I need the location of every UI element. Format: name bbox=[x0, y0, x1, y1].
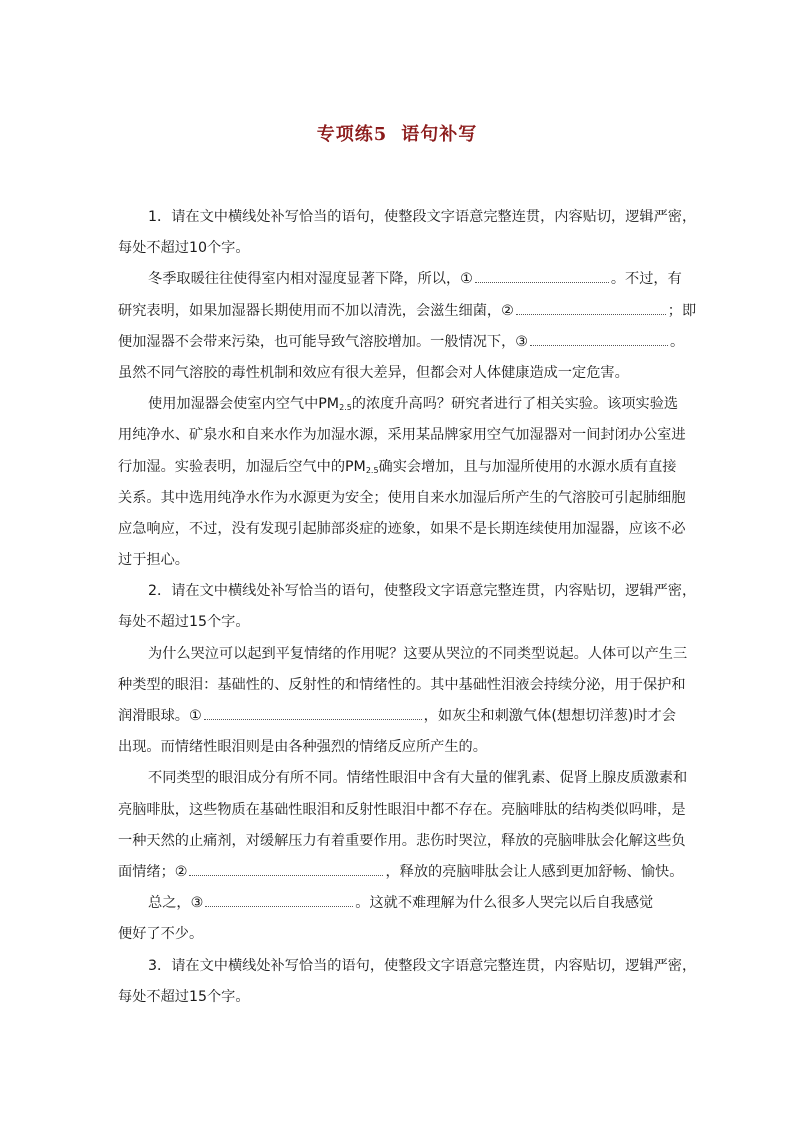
q1-p1-line-1 bbox=[118, 264, 684, 295]
q1-p2-line-2: 用纯净水、矿泉水和自来水作为加湿水源，采用某品牌家用空气加湿器对一间封闭办公室进 bbox=[118, 427, 686, 444]
text: 。 bbox=[669, 333, 685, 350]
text: ，释放的亮脑啡肽会让人感到更加舒畅、愉快。 bbox=[385, 863, 684, 880]
q1-p2-line-5: 应急响应，不过，没有发现引起肺部炎症的迹象，如果不是长期连续使用加湿器，应该不必 bbox=[118, 520, 686, 537]
q2-p2-line-3: 一种天然的止痛剂，对缓解压力有着重要作用。悲伤时哭泣，释放的亮脑啡肽会化解这些负 bbox=[118, 832, 686, 849]
subscript: 2.5 bbox=[365, 465, 379, 475]
q2-prompt-line-2: 每处不超过15个字。 bbox=[118, 614, 250, 631]
blank-3[interactable] bbox=[530, 331, 668, 346]
q1-p2-line-1 bbox=[118, 389, 684, 420]
text: 的浓度升高吗？研究者进行了相关实验。该项实验选 bbox=[351, 396, 679, 413]
subscript: 2.5 bbox=[339, 403, 352, 413]
text: 总之，③ bbox=[148, 895, 204, 912]
blank-2[interactable] bbox=[189, 861, 383, 876]
title-part-1: 专项练5 bbox=[316, 124, 388, 145]
blank-1[interactable] bbox=[204, 705, 422, 720]
q1-prompt-line-1: 1．请在文中横线处补写恰当的语句，使整段文字语意完整连贯，内容贴切，逻辑严密， bbox=[148, 209, 697, 225]
q1-p2-line-4: 关系。其中选用纯净水作为水源更为安全；使用自来水加湿后所产生的气溶胶可引起肺细胞 bbox=[118, 489, 686, 506]
text: 使用加湿器会使室内空气中PM bbox=[148, 396, 340, 413]
text: 确实会增加，且与加湿所使用的水源水质有直接 bbox=[378, 458, 677, 475]
q1-p2-line-3 bbox=[118, 452, 684, 483]
text: 研究表明，如果加湿器长期使用而不加以清洗，会滋生细菌，② bbox=[118, 302, 514, 319]
text: 润滑眼球。① bbox=[118, 708, 202, 724]
text: ；即 bbox=[667, 302, 697, 319]
q2-p1-line-2: 种类型的眼泪：基础性的、反射性的和情绪性的。其中基础性泪液会持续分泌，用于保护和 bbox=[118, 676, 686, 693]
text: 。不过，有 bbox=[610, 271, 682, 288]
text: 冬季取暖往往使得室内相对湿度显著下降，所以，① bbox=[148, 271, 473, 288]
text: 便加湿器不会带来污染，也可能导致气溶胶增加。一般情况下，③ bbox=[118, 333, 528, 350]
document-body bbox=[118, 202, 697, 1013]
q2-p3-line-1 bbox=[118, 888, 684, 919]
q1-p1-line-3 bbox=[118, 327, 684, 358]
q2-p1-line-4: 出现。而情绪性眼泪则是由各种强烈的情绪反应所产生的。 bbox=[118, 739, 487, 756]
text: 。这就不难理解为什么很多人哭完以后自我感觉 bbox=[355, 895, 654, 912]
q2-p2-line-4 bbox=[118, 857, 684, 888]
q2-p1-line-3 bbox=[118, 701, 684, 732]
q3-prompt-line-2: 每处不超过15个字。 bbox=[118, 988, 250, 1005]
q1-prompt-line-2: 每处不超过10个字。 bbox=[118, 240, 250, 257]
blank-3[interactable] bbox=[205, 892, 353, 907]
q3-prompt-line-1: 3．请在文中横线处补写恰当的语句，使整段文字语意完整连贯，内容贴切，逻辑严密， bbox=[148, 957, 697, 974]
q2-p1-line-1: 为什么哭泣可以起到平复情绪的作用呢？这要从哭泣的不同类型说起。人体可以产生三 bbox=[148, 645, 688, 662]
q2-p2-line-1: 不同类型的眼泪成分有所不同。情绪性眼泪中含有大量的催乳素、促肾上腺皮质激素和 bbox=[148, 770, 688, 787]
q1-p1-line-2 bbox=[118, 296, 697, 327]
blank-2[interactable] bbox=[516, 300, 666, 315]
title-part-2: 语句补写 bbox=[401, 124, 478, 145]
q2-p2-line-2: 亮脑啡肽，这些物质在基础性眼泪和反射性眼泪中都不存在。亮脑啡肽的结构类似吗啡，是 bbox=[118, 801, 686, 818]
text: 行加湿。实验表明，加湿后空气中的PM bbox=[118, 458, 366, 475]
page-title bbox=[0, 120, 794, 146]
text: 面情绪；② bbox=[118, 863, 188, 880]
text: ，如灰尘和刺激气体(想想切洋葱)时才会 bbox=[423, 708, 676, 724]
q1-p2-line-6: 过于担心。 bbox=[118, 552, 189, 569]
q2-p3-line-2: 便好了不少。 bbox=[118, 926, 204, 943]
q1-p1-line-4: 虽然不同气溶胶的毒性机制和效应有很大差异，但都会对人体健康造成一定危害。 bbox=[118, 364, 629, 381]
q2-prompt-line-1: 2．请在文中横线处补写恰当的语句，使整段文字语意完整连贯，内容贴切，逻辑严密， bbox=[148, 583, 697, 600]
blank-1[interactable] bbox=[475, 268, 609, 283]
